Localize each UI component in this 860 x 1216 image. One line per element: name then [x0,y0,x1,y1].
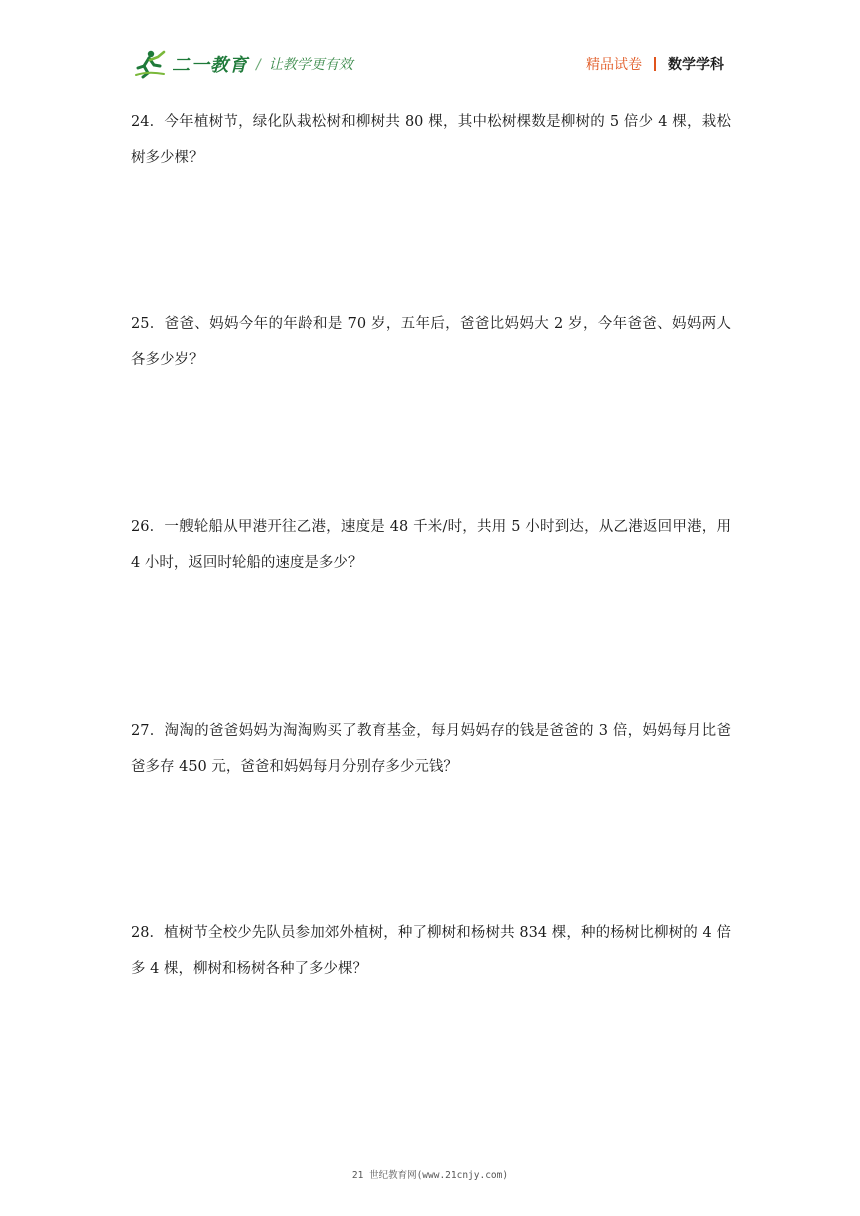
brand-logo [134,46,248,82]
subject-label: 数学学科 [668,57,724,73]
slogan-text: 让教学更有效 [268,57,353,73]
question-27: 27．淘淘的爸爸妈妈为淘淘购买了教育基金，每月妈妈存的钱是爸爸的 3 倍，妈妈每月比爸爸多存 450 元，爸爸和妈妈每月分别存多少元钱？ [131,723,731,775]
page-footer: 21 世纪教育网(www.21cnjy.com) [351,1170,509,1181]
question-26: 26．一艘轮船从甲港开往乙港，速度是 48 千米/时，共用 5 小时到达，从乙港返回甲港，用 4 小时，返回时轮船的速度是多少？ [131,519,731,571]
page-header [0,0,860,100]
slogan [256,54,353,74]
question-25: 25．爸爸、妈妈今年的年龄和是 70 岁，五年后，爸爸比妈妈大 2 岁，今年爸爸、妈妈两人各多少岁？ [131,316,731,368]
question-28: 28．植树节全校少先队员参加郊外植树，种了柳树和杨树共 834 棵，种的杨树比柳树的 4 倍多 4 棵，柳树和杨树各种了多少棵？ [131,925,731,977]
runner-logo-icon [134,49,170,79]
header-right [586,54,724,74]
premium-label: 精品试卷 [586,57,642,73]
slogan-slash: / [256,57,261,73]
question-24: 24．今年植树节，绿化队栽松树和柳树共 80 棵，其中松树棵数是柳树的 5 倍少 4 棵，栽松树多少棵？ [131,114,731,166]
logo-text: 二一教育 [172,55,248,76]
header-divider [654,57,656,71]
